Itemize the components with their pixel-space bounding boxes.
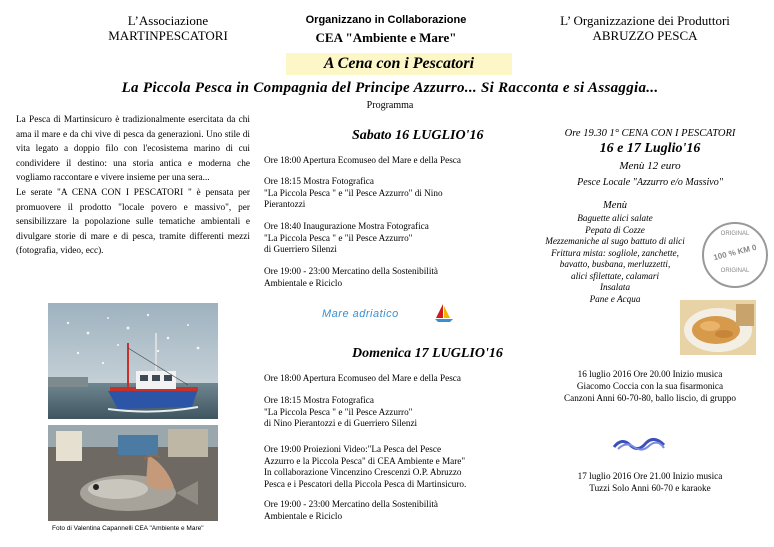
stamp-bottom: ORIGINAL: [720, 268, 750, 274]
day1-event-2: [264, 176, 526, 211]
music-17-line2: Tuzzi Solo Anni 60-70 e karaoke: [589, 483, 711, 493]
menu-items: [530, 213, 700, 305]
page-title: A Cena con i Pescatori: [323, 55, 475, 72]
day1-event-4-line: Ambientale e Riciclo: [264, 277, 343, 288]
sailboat-icon: [434, 302, 454, 329]
header-right: [530, 13, 760, 43]
header-right-line2: ABRUZZO PESCA: [592, 28, 698, 43]
music-16: [530, 368, 770, 404]
day2-event-3-line: Ore 19:00 Proiezioni Video:"La Pesca del Pesce: [264, 444, 442, 454]
fish-photo: [48, 425, 218, 521]
cena-line1: Ore 19.30 1° CENA CON I PESCATORI: [564, 128, 736, 139]
day2-event-3-line: In collaborazione Vincenzino Crescenzi O.P. Abruzzo: [264, 467, 462, 477]
day1-event-1-line: Ore 18:00 Apertura Ecomuseo del Mare e della Pesca: [264, 155, 461, 165]
menu-item: Baguette alici salate: [577, 213, 653, 223]
cena-dates: 16 e 17 Luglio'16: [599, 141, 701, 156]
menu-item: Mezzemaniche al sugo battuto di alici: [545, 236, 685, 246]
header-center-line1: Organizzano in Collaborazione: [305, 14, 467, 26]
day1-title: Sabato 16 LUGLIO'16: [352, 128, 484, 143]
day1-event-2-line: Ore 18:15 Mostra Fotografica: [264, 176, 374, 186]
header-left: [88, 13, 248, 43]
day1-event-3-line: "La Piccola Pesca " e "il Pesce Azzurro": [264, 232, 413, 243]
photo-credit: Foto di Valentina Capannelli CEA "Ambiente e Mare": [52, 525, 204, 532]
day1-event-3: [264, 221, 526, 256]
programma-label: Programma: [366, 100, 414, 111]
day2-event-2-line: Ore 18:15 Mostra Fotografica: [264, 395, 374, 405]
day2-event-2-line: "La Piccola Pesca " e "il Pesce Azzurro": [264, 406, 413, 417]
wave-knot-icon: [612, 433, 666, 458]
day1-event-3-line: Ore 18:40 Inaugurazione Mostra Fotografica: [264, 221, 429, 231]
stamp-middle: 100 % KM 0: [712, 242, 758, 263]
music-16-line2: Giacomo Coccia con la sua fisarmonica: [576, 381, 724, 391]
day2-event-3: [264, 444, 526, 490]
intro-paragraph-2: Le serate "A CENA CON I PESCATORI " è pensata per promuovere il prodotto "locale povero e massivo", per sensibilizzare la popolazione sulle tematiche ambientali e divulgare storie di mare e di pesca, tramite differenti mezzi (fotografia, video, ecc).: [16, 187, 250, 257]
day2-event-2-line: di Nino Pierantozzi e di Guerriero Silenzi: [264, 418, 418, 428]
day2-event-4-line: Ambientale e Riciclo: [264, 510, 343, 521]
pesce-locale: Pesce Locale "Azzurro e/o Massivo": [577, 177, 723, 188]
page-subtitle: La Piccola Pesca in Compagnia del Principe Azzurro... Si Racconta e si Assaggia...: [121, 80, 659, 96]
music-16-line3: Canzoni Anni 60-70-80, ballo liscio, di gruppo: [564, 393, 736, 403]
day2-event-4: [264, 499, 526, 522]
food-photo: [680, 300, 756, 355]
day1-event-2-line: Pierantozzi: [264, 199, 306, 209]
menu-item: Frittura mista: sogliole, zanchette,: [551, 247, 679, 258]
menu-price: Menù 12 euro: [619, 160, 681, 172]
day1-event-2-line: "La Piccola Pesca " e "il Pesce Azzurro" di Nino: [264, 187, 443, 198]
day2-event-1: [264, 373, 526, 385]
day2-event-3-line: Pesca e i Pescatori della Piccola Pesca di Martinsicuro.: [264, 478, 467, 489]
header-center-line2: CEA "Ambiente e Mare": [315, 30, 457, 45]
music-16-line1: 16 luglio 2016 Ore 20.00 Inizio musica: [577, 369, 723, 379]
day1-event-1: [264, 155, 526, 167]
menu-item: alici sfilettate, calamari: [570, 270, 660, 281]
intro-text: [16, 113, 250, 259]
day1-event-4-line: Ore 19:00 - 23:00 Mercatino della Sostenibilità: [264, 266, 439, 276]
day1-event-4: [264, 266, 526, 289]
menu-item: bavatto, busbana, merluzzetti,: [559, 259, 671, 269]
music-17: [530, 470, 770, 494]
day1-event-3-line: di Guerriero Silenzi: [264, 244, 337, 254]
day2-event-4-line: Ore 19:00 - 23:00 Mercatino della Sostenibilità: [264, 499, 439, 509]
music-17-line1: 17 luglio 2016 Ore 21.00 Inizio musica: [577, 471, 723, 481]
header-center: [276, 14, 496, 45]
stamp-top: ORIGINAL: [720, 231, 750, 237]
header-right-line1: L’ Organizzazione dei Produttori: [560, 13, 730, 28]
km0-stamp: [702, 222, 768, 288]
menu-item: Pane e Acqua: [589, 293, 641, 304]
day2-event-2: [264, 395, 526, 430]
header-left-line1: L’Associazione: [127, 13, 209, 28]
day2-event-1-line: Ore 18:00 Apertura Ecomuseo del Mare e della Pesca: [264, 373, 461, 383]
menu-item: Pepata di Cozze: [585, 224, 645, 235]
menu-item: Insalata: [599, 282, 631, 292]
fishing-boat-photo: [48, 303, 218, 419]
header-left-line2: MARTINPESCATORI: [108, 28, 228, 43]
day2-event-3-line: Azzurro e la Piccola Pesca" di CEA Ambiente e Mare": [264, 455, 466, 466]
day2-title: Domenica 17 LUGLIO'16: [352, 346, 503, 361]
mare-adriatico-logo-text: Mare adriatico: [322, 308, 399, 320]
menu-label: Menù: [603, 200, 627, 211]
intro-paragraph-1: La Pesca di Martinsicuro è tradizionalmente esercitata da chi ama il mare e da chi vive di pesca da generazioni. Uno stile di vita legato a doppio filo con l'ecosistema marino di cui condividere il destino: una storia antica e moderna che vogliamo raccontare e vivere insieme per una sera...: [16, 115, 250, 184]
